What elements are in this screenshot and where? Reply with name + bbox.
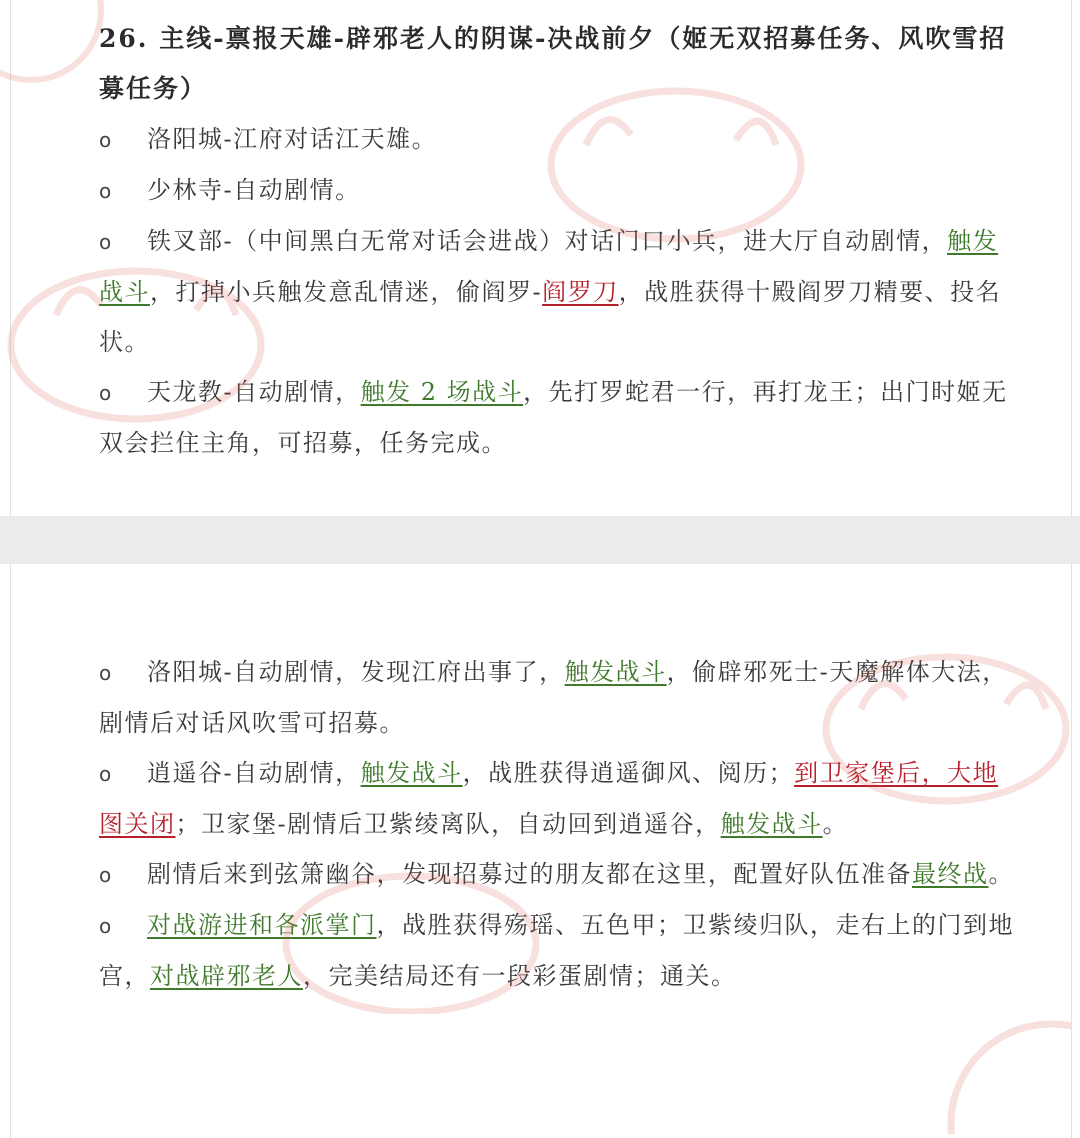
item-text: ，偷辟邪死士-天魔解体大法，剧情后对话风吹雪可招募。 bbox=[99, 658, 1008, 737]
item-text: ，完美结局还有一段彩蛋剧情；通关。 bbox=[303, 962, 737, 990]
item-text: 少林寺-自动剧情。 bbox=[147, 176, 361, 204]
item-link-red[interactable]: 到卫家堡后，大地图关闭 bbox=[99, 759, 999, 838]
list-item bbox=[99, 165, 1014, 216]
bullet-icon: o bbox=[99, 661, 113, 685]
battle-link[interactable]: 触发 2 场战斗 bbox=[360, 378, 524, 406]
item-text: ，战胜获得十殿阎罗刀精要、投名状。 bbox=[99, 278, 1002, 356]
battle-link[interactable]: 对战游进和各派掌门 bbox=[147, 911, 377, 939]
battle-link[interactable]: 触发战斗 bbox=[564, 658, 667, 686]
list-item bbox=[99, 114, 1014, 165]
bullet-icon: o bbox=[99, 230, 113, 254]
section-title: 26. 主线-禀报天雄-辟邪老人的阴谋-决战前夕（姬无双招募任务、风吹雪招募任务） bbox=[99, 24, 1007, 103]
list-item bbox=[99, 216, 1014, 367]
bullet-icon: o bbox=[99, 381, 113, 405]
watermark-stamp bbox=[941, 1014, 1071, 1134]
page-1-content bbox=[99, 14, 1014, 468]
item-text: ，战胜获得殇瑶、五色甲；卫紫绫归队，走右上的门到地宫， bbox=[99, 911, 1014, 990]
battle-link[interactable]: 对战辟邪老人 bbox=[150, 962, 303, 990]
item-text: 洛阳城-江府对话江天雄。 bbox=[147, 125, 438, 153]
list-item bbox=[99, 849, 1014, 900]
battle-link[interactable]: 触发战斗 bbox=[99, 227, 999, 306]
item-text: 洛阳城-自动剧情，发现江府出事了， bbox=[147, 658, 565, 686]
list-item bbox=[99, 748, 1014, 849]
item-text: ；卫家堡-剧情后卫紫绫离队，自动回到逍遥谷， bbox=[175, 810, 721, 838]
battle-link[interactable]: 触发战斗 bbox=[360, 759, 463, 787]
page-2-content bbox=[99, 647, 1014, 1001]
item-text: 逍遥谷-自动剧情， bbox=[147, 759, 361, 787]
list-item bbox=[99, 900, 1014, 1001]
document-page-1 bbox=[10, 0, 1072, 516]
list-item bbox=[99, 647, 1014, 748]
item-text: ，战胜获得逍遥御风、阅历； bbox=[462, 759, 795, 787]
bullet-icon: o bbox=[99, 762, 113, 786]
page-gap bbox=[0, 516, 1080, 564]
item-text: 铁叉部-（中间黑白无常对话会进战）对话门口小兵，进大厅自动剧情， bbox=[147, 227, 948, 255]
bullet-icon: o bbox=[99, 863, 113, 887]
final-battle-link[interactable]: 最终战 bbox=[912, 860, 989, 888]
bullet-icon: o bbox=[99, 128, 113, 152]
battle-link[interactable]: 触发战斗 bbox=[720, 810, 823, 838]
item-text: ，打掉小兵触发意乱情迷，偷阎罗- bbox=[150, 278, 543, 306]
item-text: 剧情后来到弦箫幽谷，发现招募过的朋友都在这里，配置好队伍准备 bbox=[147, 860, 912, 888]
item-link-red[interactable]: 阎罗刀 bbox=[542, 278, 619, 306]
item-text: 。 bbox=[822, 810, 849, 838]
item-text: 。 bbox=[988, 860, 1014, 888]
item-text: 天龙教-自动剧情， bbox=[147, 378, 361, 406]
bullet-icon: o bbox=[99, 179, 113, 203]
list-item bbox=[99, 367, 1014, 468]
bullet-icon: o bbox=[99, 914, 113, 938]
item-text: ，先打罗蛇君一行，再打龙王；出门时姬无双会拦住主角，可招募，任务完成。 bbox=[99, 378, 1008, 457]
document-page-2 bbox=[10, 564, 1072, 1138]
